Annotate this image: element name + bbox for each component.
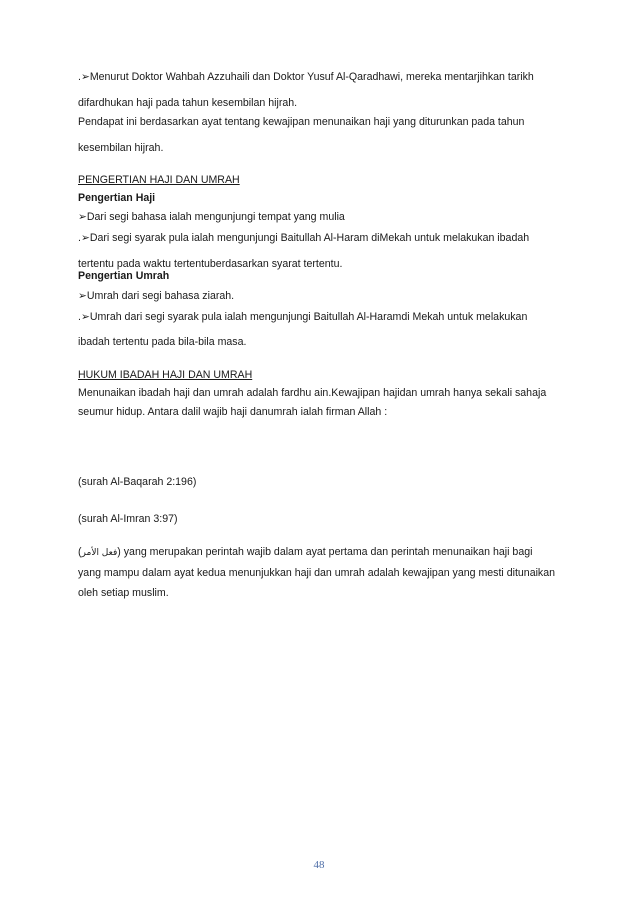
subheading-pengertian-haji: Pengertian Haji [78, 192, 156, 204]
section-heading-pengertian: PENGERTIAN HAJI DAN UMRAH [78, 174, 240, 186]
reference-surah-al-baqarah: (surah Al-Baqarah 2:196) [78, 476, 197, 488]
final-paragraph-line-1 [78, 545, 532, 560]
final-line-1-text: ) yang merupakan perintah wajib dalam ayat pertama dan perintah menunaikan haji bagi [117, 546, 533, 558]
section-heading-hukum: HUKUM IBADAH HAJI DAN UMRAH [78, 369, 253, 381]
reference-surah-al-imran: (surah Al-Imran 3:97) [78, 513, 178, 525]
umrah-item-2-line-2: ibadah tertentu pada bila-bila masa. [78, 336, 247, 348]
hukum-line-2: seumur hidup. Antara dalil wajib haji danumrah ialah firman Allah : [78, 406, 388, 418]
subheading-pengertian-umrah: Pengertian Umrah [78, 270, 170, 282]
paragraph-2-line-1: Pendapat ini berdasarkan ayat tentang kewajipan menunaikan haji yang diturunkan pada tahun [78, 116, 525, 128]
umrah-item-1: ➢Umrah dari segi bahasa ziarah. [78, 290, 235, 302]
haji-item-1: ➢Dari segi bahasa ialah mengunjungi tempat yang mulia [78, 211, 345, 223]
page-number: 48 [313, 859, 325, 871]
paragraph-1-line-1: .➢Menurut Doktor Wahbah Azzuhaili dan Doktor Yusuf Al-Qaradhawi, mereka mentarjihkan tarikh [78, 71, 534, 83]
haji-item-2-line-1: .➢Dari segi syarak pula ialah mengunjungi Baitullah Al-Haram diMekah untuk melakukan ibadah [78, 232, 530, 244]
hukum-line-1: Menunaikan ibadah haji dan umrah adalah fardhu ain.Kewajipan hajidan umrah hanya sekali sahaja [78, 387, 547, 399]
arabic-phrase: فعل الأمر [81, 548, 118, 558]
final-open-paren: ( [78, 546, 82, 558]
umrah-item-2-line-1: .➢Umrah dari segi syarak pula ialah mengunjungi Baitullah Al-Haramdi Mekah untuk melakukan [78, 311, 528, 323]
final-paragraph-line-2: yang mampu dalam ayat kedua menunjukkan haji dan umrah adalah kewajipan yang mesti ditunaikan [78, 567, 556, 579]
paragraph-1-line-2: difardhukan haji pada tahun kesembilan hijrah. [78, 97, 298, 109]
haji-item-2-line-2: tertentu pada waktu tertentuberdasarkan syarat tertentu. [78, 258, 343, 270]
final-paragraph-line-3: oleh setiap muslim. [78, 587, 169, 599]
paragraph-2-line-2: kesembilan hijrah. [78, 142, 164, 154]
